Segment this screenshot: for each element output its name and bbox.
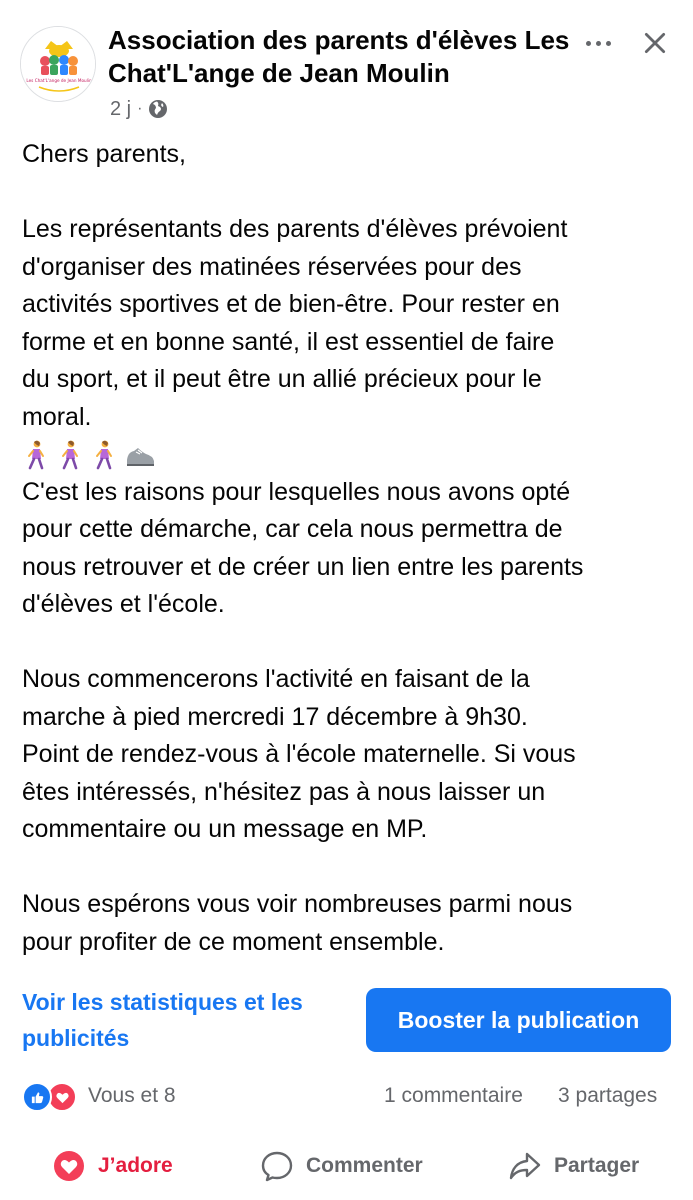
blank-line: [22, 624, 682, 662]
body-line: nous retrouver et de créer un lien entre les parents: [22, 552, 584, 581]
body-line: Nous commencerons l'activité en faisant de la: [22, 665, 530, 693]
love-reaction-icon: [52, 1150, 86, 1182]
close-icon: [642, 30, 668, 56]
body-line: marche à pied mercredi 17 décembre à 9h30.: [22, 702, 528, 731]
body-line: pour cette démarche, car cela nous permettra de: [22, 515, 563, 543]
body-line: d'élèves et l'école.: [22, 590, 225, 618]
share-icon: [508, 1150, 542, 1182]
like-icon: [22, 1082, 52, 1112]
body-line: commentaire ou un message en MP.: [22, 815, 428, 843]
comment-icon: [260, 1150, 294, 1182]
share-button[interactable]: [508, 1148, 639, 1184]
body-line: C'est les raisons pour lesquelles nous avons opté: [22, 477, 571, 506]
boost-post-button[interactable]: Booster la publication: [366, 988, 671, 1052]
share-count[interactable]: 3 partages: [558, 1084, 658, 1107]
love-reaction-button[interactable]: [52, 1148, 173, 1184]
woman-walking-icon: [22, 440, 50, 470]
body-line: d'organiser des matinées réservées pour des: [22, 252, 522, 281]
running-shoe-icon: [124, 440, 156, 470]
body-line: pour profiter de ce moment ensemble.: [22, 927, 445, 956]
post-header: [0, 0, 693, 128]
body-line: forme et en bonne santé, il est essentiel de faire: [22, 327, 555, 356]
body-line: moral.: [22, 402, 92, 431]
share-label: Partager: [554, 1154, 640, 1177]
comment-button[interactable]: [260, 1148, 423, 1184]
page-logo: [21, 27, 96, 102]
meta-separator: ·: [137, 100, 143, 117]
body-line: Nous espérons vous voir nombreuses parmi nous: [22, 890, 573, 918]
close-button[interactable]: [636, 24, 674, 62]
more-options-button[interactable]: [578, 28, 618, 58]
page-name[interactable]: Association des parents d'élèves Les Chat'L'ange de Jean Moulin: [108, 25, 570, 88]
page-avatar[interactable]: [20, 26, 96, 102]
post-actions: [0, 1140, 693, 1192]
globe-icon: [148, 99, 168, 119]
engagement-summary: [22, 1080, 672, 1114]
dot-icon: [596, 41, 601, 46]
love-label: J’adore: [98, 1154, 173, 1177]
blank-line: [22, 849, 682, 887]
post-time[interactable]: 2 j: [110, 97, 132, 120]
blank-line: [22, 174, 682, 212]
comment-label: Commenter: [306, 1154, 423, 1177]
view-insights-link[interactable]: Voir les statistiques et les publicités: [22, 989, 303, 1051]
svg-text:Les Chat'L'ange de Jean Moulin: Les Chat'L'ange de Jean Moulin: [26, 78, 92, 83]
comment-count[interactable]: 1 commentaire: [384, 1084, 523, 1107]
body-line: Chers parents,: [22, 140, 186, 168]
emoji-line: [22, 436, 682, 474]
body-line: Les représentants des parents d'élèves prévoient: [22, 215, 568, 243]
body-line: Point de rendez-vous à l'école maternelle. Si vous: [22, 740, 576, 768]
reaction-count[interactable]: Vous et 8: [88, 1084, 176, 1107]
dot-icon: [586, 41, 591, 46]
body-line: activités sportives et de bien-être. Pour rester en: [22, 290, 560, 318]
body-line: du sport, et il peut être un allié précieux pour le: [22, 365, 542, 393]
post-meta: [110, 96, 168, 122]
body-line: êtes intéressés, n'hésitez pas à nous laisser un: [22, 777, 546, 806]
woman-walking-icon: [90, 440, 118, 470]
dot-icon: [606, 41, 611, 46]
post-body: [22, 136, 682, 961]
reaction-icons[interactable]: [22, 1082, 82, 1112]
woman-walking-icon: [56, 440, 84, 470]
